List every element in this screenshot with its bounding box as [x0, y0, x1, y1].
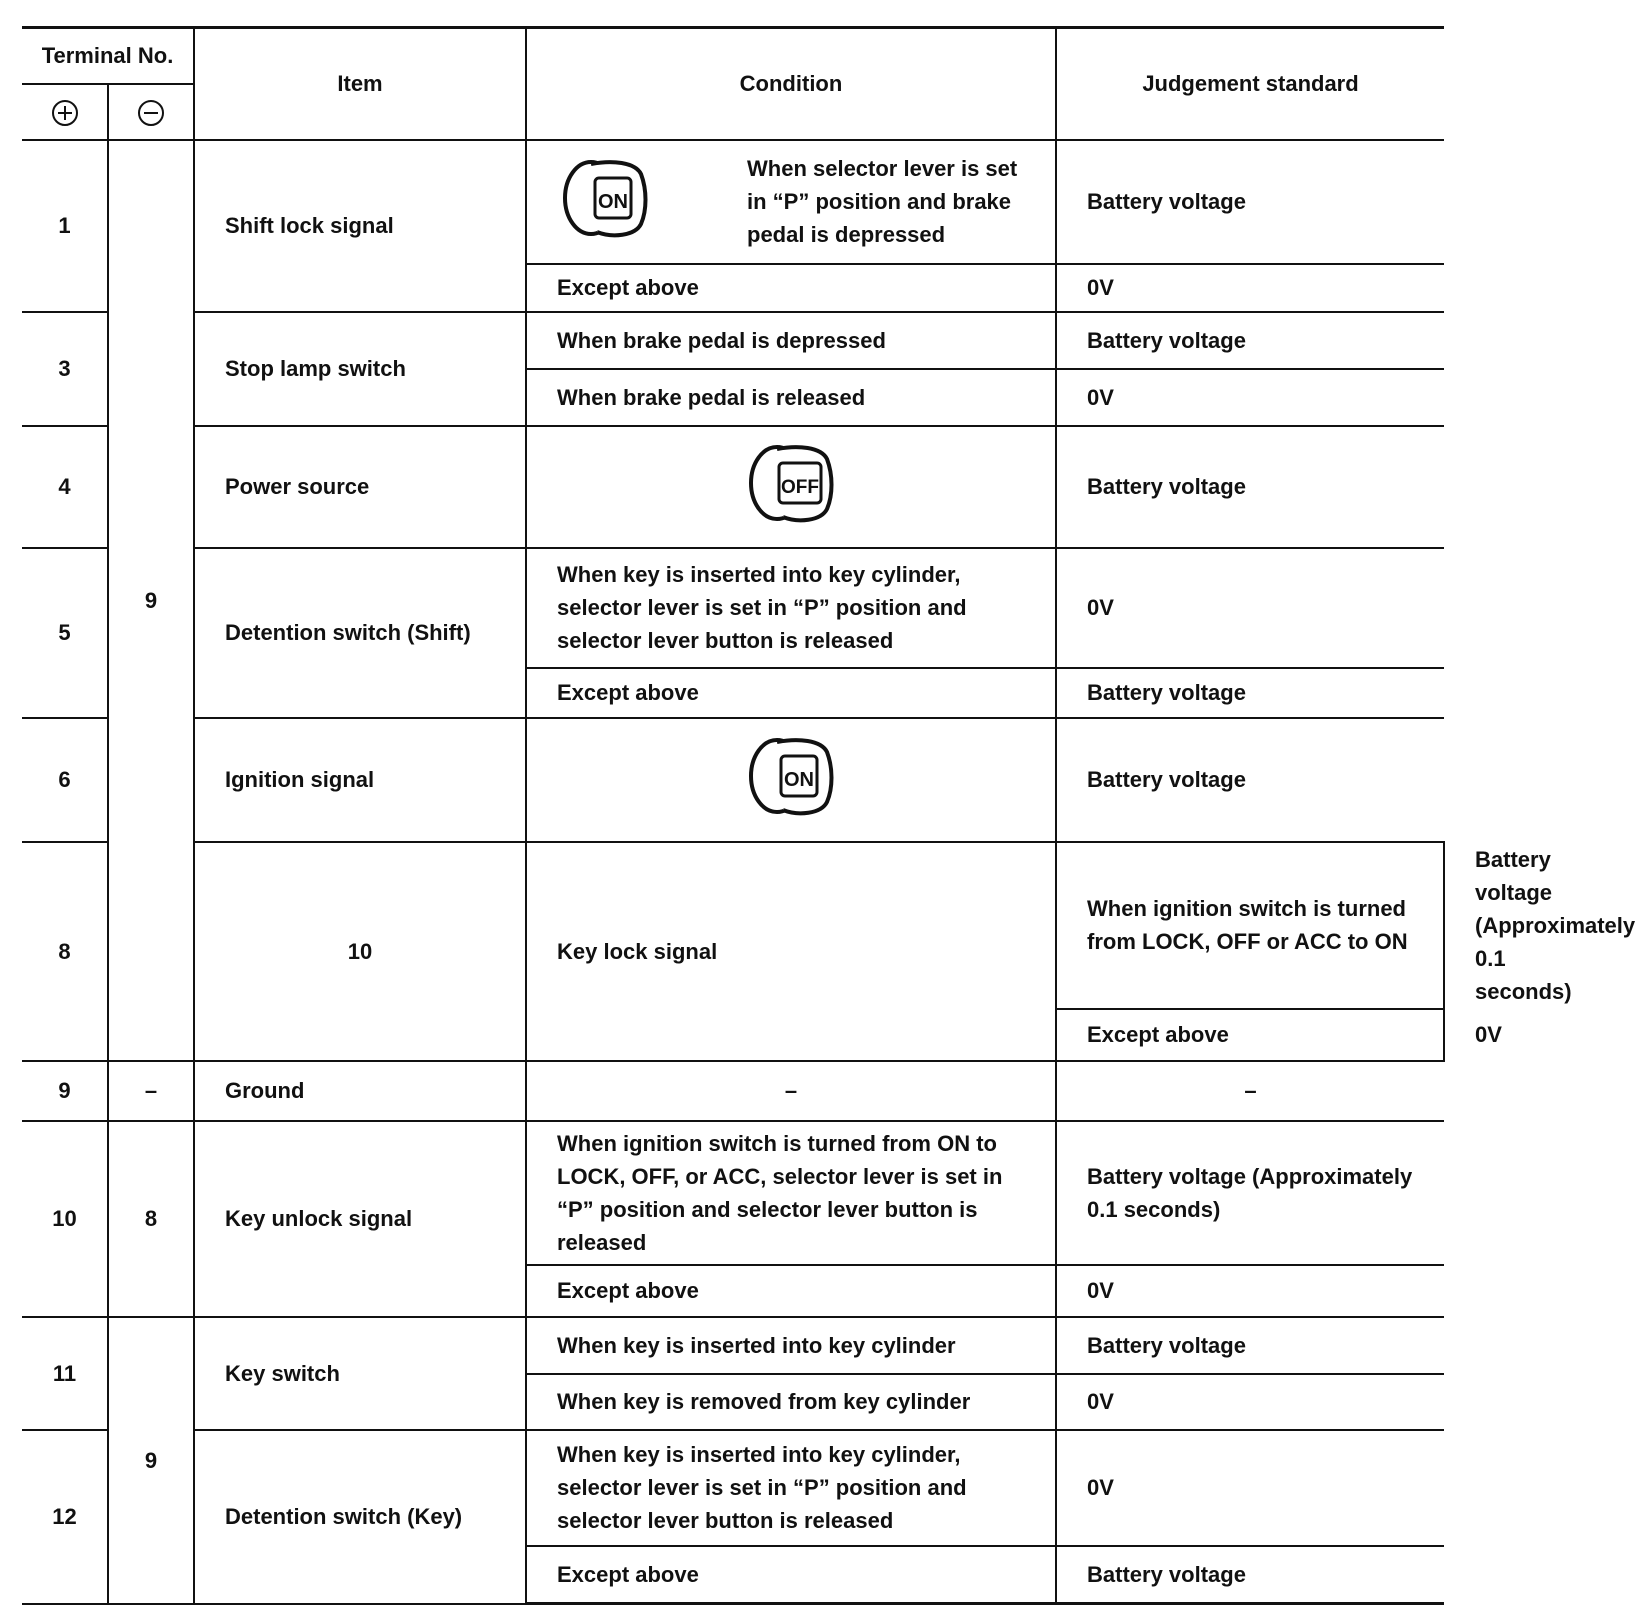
condition-shift-lock-on	[526, 140, 1056, 264]
terminal-minus-dash: –	[108, 1061, 194, 1121]
judgement-battery-voltage: Battery voltage	[1056, 312, 1444, 369]
condition-except-above: Except above	[1056, 1009, 1444, 1061]
condition-except-above: Except above	[526, 1546, 1056, 1604]
terminal-plus-5: 5	[22, 548, 108, 718]
judgement-dash: –	[1056, 1061, 1444, 1121]
judgement-battery-voltage: Battery voltage	[1056, 718, 1444, 842]
condition-key-inserted-p: When key is inserted into key cylinder, selector lever is set in “P” position and selector lever button is released	[526, 548, 1056, 668]
item-key-switch: Key switch	[194, 1317, 526, 1430]
table-row	[22, 140, 1444, 264]
header-plus-cell	[22, 84, 108, 140]
ignition-key-on-icon	[743, 730, 839, 829]
header-minus-cell	[108, 84, 194, 140]
key-icon-label: OFF	[781, 477, 819, 498]
terminal-plus-9: 9	[22, 1061, 108, 1121]
table-row	[22, 1121, 1444, 1265]
judgement-battery-voltage: Battery voltage	[1056, 426, 1444, 548]
item-ground: Ground	[194, 1061, 526, 1121]
table-row	[22, 1430, 1444, 1546]
terminal-plus-4: 4	[22, 426, 108, 548]
judgement-battery-voltage: Battery voltage	[1056, 668, 1444, 718]
judgement-battery-voltage: Battery voltage	[1056, 140, 1444, 264]
item-key-lock-signal: Key lock signal	[526, 842, 1056, 1061]
condition-key-off	[526, 426, 1056, 548]
judgement-battery-voltage: Battery voltage	[1056, 1317, 1444, 1374]
terminal-plus-1: 1	[22, 140, 108, 312]
table-row: Except above 0V	[22, 1009, 1444, 1061]
condition-key-on	[526, 718, 1056, 842]
terminal-spec-page	[22, 26, 1635, 1605]
terminal-plus-6: 6	[22, 718, 108, 842]
terminal-minus-9-group: 9	[108, 140, 194, 1061]
condition-ignition-from-on: When ignition switch is turned from ON to LOCK, OFF, or ACC, selector lever is set in “P” position and selector lever button is released	[526, 1121, 1056, 1265]
table-row	[22, 426, 1444, 548]
condition-key-removed: When key is removed from key cylinder	[526, 1374, 1056, 1430]
header-item: Item	[194, 28, 526, 140]
ignition-key-off-icon	[743, 437, 839, 536]
terminal-plus-3: 3	[22, 312, 108, 426]
table-row	[22, 1061, 1444, 1121]
item-detention-switch-key: Detention switch (Key)	[194, 1430, 526, 1604]
header-condition: Condition	[526, 28, 1056, 140]
terminal-minus-10: 10	[194, 842, 526, 1061]
key-icon-label: ON	[598, 191, 628, 213]
judgement-battery-voltage-approx: Battery voltage (Approximately 0.1 seconds)	[1056, 1121, 1444, 1265]
table-row	[22, 548, 1444, 668]
key-icon-label: ON	[784, 769, 814, 791]
condition-key-inserted-p: When key is inserted into key cylinder, selector lever is set in “P” position and selector lever button is released	[526, 1430, 1056, 1546]
condition-brake-released: When brake pedal is released	[526, 369, 1056, 426]
judgement-battery-voltage: Battery voltage	[1056, 1546, 1444, 1604]
item-detention-switch-shift: Detention switch (Shift)	[194, 548, 526, 718]
terminal-plus-10: 10	[22, 1121, 108, 1317]
condition-ignition-to-on: When ignition switch is turned from LOCK, OFF or ACC to ON	[1056, 842, 1444, 1009]
plus-symbol-icon	[52, 100, 78, 126]
judgement-0v: 0V	[1056, 548, 1444, 668]
condition-key-inserted: When key is inserted into key cylinder	[526, 1317, 1056, 1374]
item-key-unlock-signal: Key unlock signal	[194, 1121, 526, 1317]
header-terminal-no: Terminal No.	[22, 28, 194, 84]
terminal-spec-table	[22, 26, 1635, 1605]
table-row	[22, 312, 1444, 369]
judgement-0v: 0V	[1056, 264, 1444, 312]
item-power-source: Power source	[194, 426, 526, 548]
terminal-minus-8: 8	[108, 1121, 194, 1317]
header-judgement-standard: Judgement standard	[1056, 28, 1444, 140]
table-row: 8 10 Key lock signal When ignition switch is turned from LOCK, OFF or ACC to ON Battery voltage (Approximately 0.1 seconds)	[22, 842, 1444, 1009]
terminal-plus-12: 12	[22, 1430, 108, 1604]
terminal-plus-11: 11	[22, 1317, 108, 1430]
judgement-0v: 0V	[1056, 1374, 1444, 1430]
condition-brake-depressed: When brake pedal is depressed	[526, 312, 1056, 369]
judgement-0v: 0V	[1056, 369, 1444, 426]
terminal-plus-8: 8	[22, 842, 108, 1061]
item-shift-lock-signal: Shift lock signal	[194, 140, 526, 312]
table-row	[22, 1317, 1444, 1374]
item-ignition-signal: Ignition signal	[194, 718, 526, 842]
condition-dash: –	[526, 1061, 1056, 1121]
judgement-0v: 0V	[1056, 1265, 1444, 1317]
condition-text: When selector lever is set in “P” position and brake pedal is depressed	[747, 156, 1018, 247]
condition-except-above: Except above	[526, 264, 1056, 312]
ignition-key-on-icon	[557, 152, 747, 251]
terminal-minus-9-lower: 9	[108, 1317, 194, 1604]
condition-except-above: Except above	[526, 1265, 1056, 1317]
table-row	[22, 718, 1444, 842]
item-stop-lamp-switch: Stop lamp switch	[194, 312, 526, 426]
minus-symbol-icon	[138, 100, 164, 126]
condition-except-above: Except above	[526, 668, 1056, 718]
judgement-0v: 0V	[1056, 1430, 1444, 1546]
